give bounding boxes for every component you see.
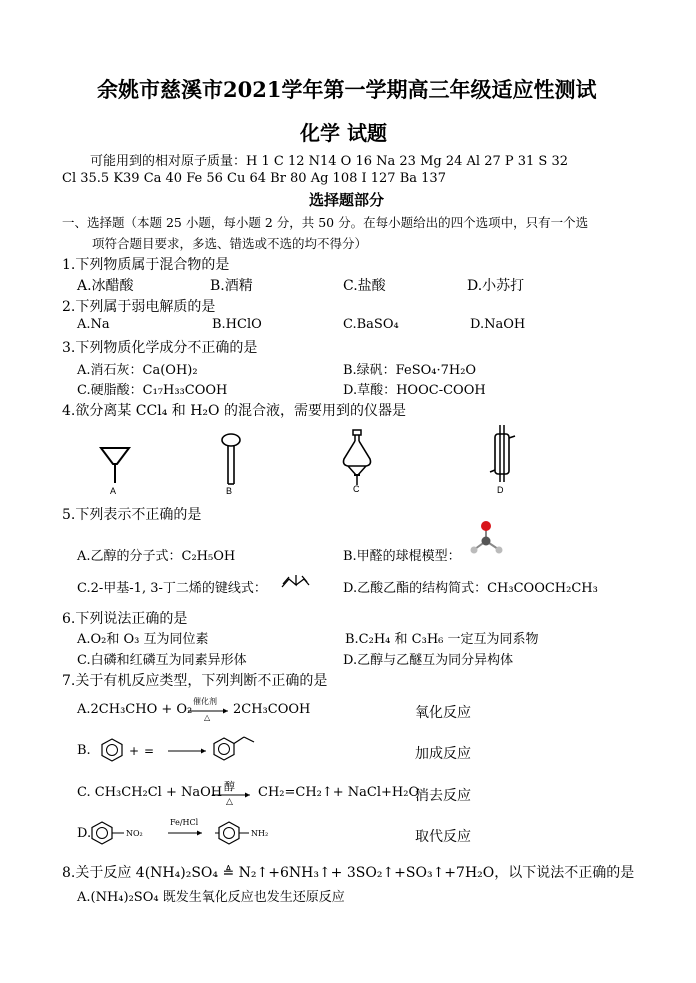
q7-d-reaction-type: 取代反应 [415,829,471,845]
q5-option-c: C.2-甲基-1, 3-丁二烯的键线式： [77,581,267,596]
ethylbenzene-icon [212,735,256,761]
q7-d-condition: Fe/HCl [170,818,199,827]
section-title: 选择题部分 [309,191,385,209]
q7-c-reactants: C. CH₃CH₂Cl + NaOH [77,785,223,800]
q4-label-c: C [353,484,360,494]
condenser-tube-icon [219,432,243,488]
q7-b-plus: + [129,744,140,758]
condenser-icon [487,424,517,484]
q7-b-reaction-type: 加成反应 [415,746,471,762]
q3-option-a: A.消石灰：Ca(OH)₂ [77,363,198,378]
q7-a-condition-bottom: △ [204,713,211,722]
q7-c-reaction-type: 消去反应 [415,788,471,804]
q1-option-d: D.小苏打 [467,278,525,294]
exam-subtitle: 化学 试题 [300,121,387,145]
q4-label-d: D [497,485,504,495]
q1-option-c: C.盐酸 [343,278,386,294]
nitrobenzene-icon [90,821,126,845]
q7-b-ethylene: = [144,744,155,758]
q3-option-c: C.硬脂酸：C₁₇H₃₃COOH [77,383,228,398]
q7-a-products: 2CH₃COOH [233,702,311,717]
q1-stem: 1.下列物质属于混合物的是 [62,257,230,273]
q7-a-reactants: A.2CH₃CHO + O₂ [77,702,193,717]
aniline-icon [215,821,251,845]
exam-title: 余姚市慈溪市2021学年第一学期高三年级适应性测试 [97,77,597,102]
q7-d-label: D. [77,826,92,841]
q7-stem: 7.关于有机反应类型，下列判断不正确的是 [62,673,328,689]
section-instructions-line-2: 项符合题目要求，多选、错选或不选的均不得分） [92,236,368,251]
q5-stem: 5.下列表示不正确的是 [62,507,202,523]
atomic-masses-line-1: 可能用到的相对原子质量：H 1 C 12 N14 O 16 Na 23 Mg 24 Al 27 P 31 S 32 [90,154,568,169]
q2-option-b: B.HClO [212,317,262,332]
q3-option-b: B.绿矾：FeSO₄·7H₂O [343,363,477,378]
q2-option-d: D.NaOH [470,317,526,332]
q8-option-a: A.(NH₄)₂SO₄ 既发生氧化反应也发生还原反应 [77,890,345,905]
q6-option-b: B.C₂H₄ 和 C₃H₆ 一定互为同系物 [345,632,539,647]
q8-stem: 8.关于反应 4(NH₄)₂SO₄ ≜ N₂↑+6NH₃↑+ 3SO₂↑+SO₃↑+7H₂O，以下说法不正确的是 [62,865,635,881]
q7-d-amino-group: NH₂ [251,829,269,838]
q7-c-condition-top: 醇 [224,780,235,793]
q2-option-c: C.BaSO₄ [343,317,399,332]
q5-option-d: D.乙酸乙酯的结构简式：CH₃COOCH₂CH₃ [343,581,598,596]
q7-a-condition-top: 催化剂 [193,697,217,706]
q6-stem: 6.下列说法正确的是 [62,611,188,627]
q4-label-a: A [110,486,117,496]
q2-option-a: A.Na [77,317,110,332]
isoprene-skeletal-formula-icon [280,573,310,593]
q3-stem: 3.下列物质化学成分不正确的是 [62,340,258,356]
q5-option-a: A.乙醇的分子式：C₂H₅OH [77,549,236,564]
q7-d-arrow-icon [168,830,204,836]
q7-a-reaction-type: 氧化反应 [415,705,471,721]
q4-stem: 4.欲分离某 CCl₄ 和 H₂O 的混合液，需要用到的仪器是 [62,403,406,419]
q7-b-label: B. [77,743,91,758]
q1-option-a: A.冰醋酸 [77,278,134,294]
q2-stem: 2.下列属于弱电解质的是 [62,299,216,315]
atomic-masses-line-2: Cl 35.5 K39 Ca 40 Fe 56 Cu 64 Br 80 Ag 108 I 127 Ba 137 [62,171,446,186]
separatory-funnel-icon [340,429,374,487]
q5-option-b: B.甲醛的球棍模型： [343,549,461,564]
q1-option-b: B.酒精 [210,278,253,294]
q3-option-d: D.草酸：HOOC-COOH [343,383,486,398]
q7-c-condition-bottom: △ [226,797,233,807]
q7-c-products: CH₂=CH₂↑+ NaCl+H₂O [258,785,420,800]
q6-option-c: C.白磷和红磷互为同素异形体 [77,653,247,668]
formaldehyde-ball-stick-model-icon [468,519,504,559]
q6-option-a: A.O₂和 O₃ 互为同位素 [77,632,209,647]
benzene-ring-icon [100,738,124,762]
q7-b-arrow-icon [168,748,208,754]
q4-label-b: B [226,486,233,496]
section-instructions-line-1: 一、选择题（本题 25 小题，每小题 2 分，共 50 分。在每小题给出的四个选项中，只有一个选 [62,215,589,230]
q6-option-d: D.乙醇与乙醚互为同分异构体 [343,653,514,668]
q7-d-nitro-group: NO₂ [126,829,143,838]
